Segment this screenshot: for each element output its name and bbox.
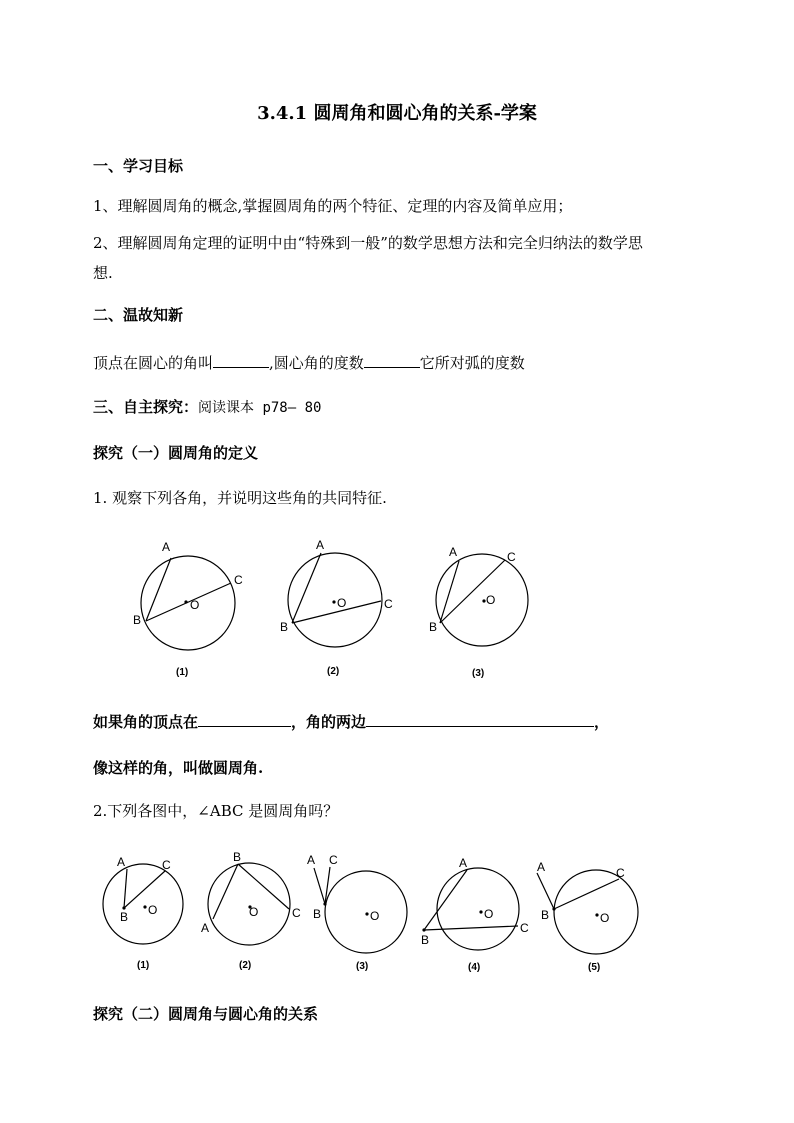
page-title: 3.4.1 圆周角和圆心角的关系-学案 [257,103,537,124]
fig1-diagram-2 [280,538,393,677]
def-text-3: ， [594,713,610,731]
circle [436,554,528,646]
label-c: C [292,906,301,920]
label-b: B [421,933,430,947]
label-o: O [249,905,259,919]
label-b: B [429,620,438,634]
fig2-diagram-5 [537,860,638,973]
label-a: A [459,856,468,870]
center-dot [184,600,187,603]
label-o: O [600,911,610,925]
ray-ba [537,873,554,909]
vertex-dot [323,902,326,905]
vertex-dot [422,928,425,931]
ray-bc [238,864,289,909]
label-a: A [201,921,210,935]
question-1: 1. 观察下列各角，并说明这些角的共同特征. [93,489,387,507]
circle [554,870,638,954]
label-b: B [133,613,142,627]
fig2-caption-5: (5) [588,962,601,973]
circle [103,864,183,944]
label-o: O [370,909,380,923]
label-a: A [117,855,126,869]
label-c: C [520,921,529,935]
center-dot [595,913,598,916]
objective-1: 1、理解圆周角的概念,掌握圆周角的两个特征、定理的内容及简单应用； [93,197,573,215]
label-c: C [234,573,243,587]
explore2-heading: 探究（二）圆周角与圆心角的关系 [93,1005,319,1023]
fig2-diagram-4 [421,856,529,973]
section2-heading: 二、温故知新 [93,306,184,324]
objective-2-line2: 想. [93,264,113,282]
ray-bc [424,926,518,930]
label-o: O [190,598,200,612]
circle [325,871,407,953]
question-2: 2.下列各图中，∠ABC 是圆周角吗？ [93,802,339,820]
def-text-2: ，角的两边 [291,713,367,731]
center-dot [332,600,335,603]
center-dot [143,905,146,908]
label-o: O [148,903,158,917]
def-text-1: 如果角的顶点在 [93,713,199,731]
review-text-1: 顶点在圆心的角叫 [93,354,214,372]
section3-text: 阅读课本 p78— 80 [198,400,322,416]
label-b: B [233,850,242,864]
label-a: A [537,860,546,874]
label-o: O [486,593,496,607]
definition-line2: 像这样的角，叫做圆周角. [93,759,264,777]
label-b: B [541,908,550,922]
ray-ba [213,864,238,919]
review-text-3: 它所对弧的度数 [419,354,525,372]
fig2-caption-3: (3) [356,961,369,972]
circle [437,868,519,950]
ray-bc [554,879,619,909]
label-b: B [120,910,129,924]
fig1-caption-3: (3) [472,668,485,679]
fig2-caption-1: (1) [137,960,150,971]
vertex-dot [552,907,555,910]
label-a: A [162,540,171,554]
label-o: O [484,907,494,921]
label-o: O [337,596,347,610]
ray-ba [124,869,127,908]
ray-bc [124,871,165,908]
ray-ba [314,868,325,904]
label-b: B [280,620,289,634]
fig1-diagram-1 [133,540,243,678]
ray-ba [424,870,467,930]
fig2-caption-4: (4) [468,962,481,973]
fig2-diagram-3 [307,853,407,972]
fig1-diagram-3 [429,545,528,679]
chord-ab [292,553,321,623]
fig1-caption-2: (2) [327,666,340,677]
review-text-2: ,圆心角的度数 [269,354,364,372]
label-b: B [313,907,322,921]
circle [141,556,235,650]
label-c: C [507,550,516,564]
section1-heading: 一、学习目标 [93,157,184,175]
center-dot [479,910,482,913]
label-a: A [307,853,316,867]
objective-2-line1: 2、理解圆周角定理的证明中由“特殊到一般”的数学思想方法和完全归纳法的数学思 [93,234,643,252]
label-c: C [162,858,171,872]
fig2-diagram-1 [103,855,183,971]
label-c: C [384,597,393,611]
fig2-caption-2: (2) [239,960,252,971]
section3-heading: 三、自主探究： [93,398,199,416]
label-a: A [449,545,458,559]
label-c: C [616,866,625,880]
fig1-caption-1: (1) [176,667,189,678]
center-dot [365,912,368,915]
label-a: A [316,538,325,552]
label-c: C [329,853,338,867]
explore1-heading: 探究（一）圆周角的定义 [93,444,259,462]
fig2-diagram-2 [201,850,301,971]
